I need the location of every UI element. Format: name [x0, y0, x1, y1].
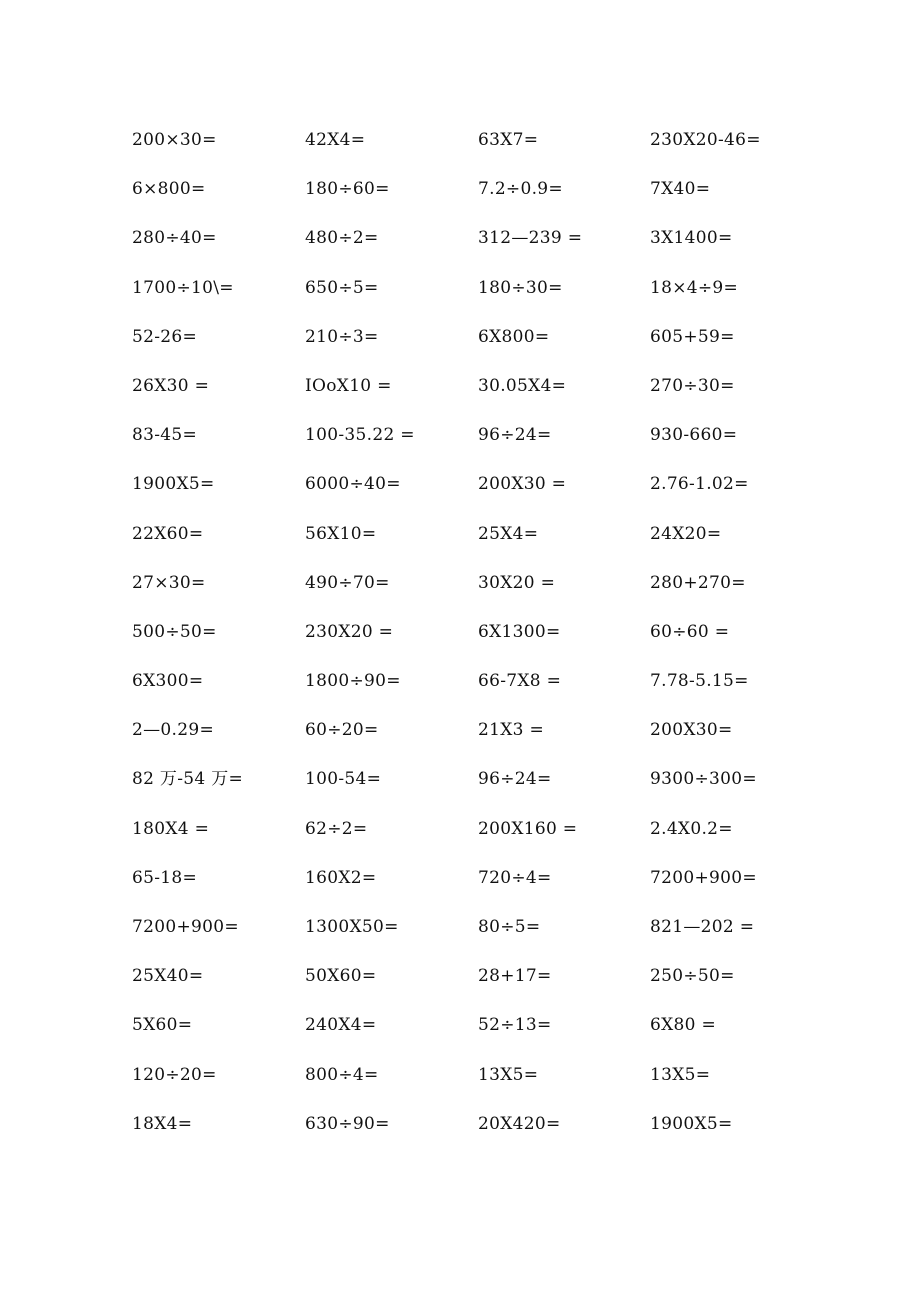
- math-problem: 24X20=: [650, 523, 722, 544]
- math-problem: 7200+900=: [650, 867, 757, 888]
- math-problem: 9300÷300=: [650, 769, 757, 790]
- math-problem: 63X7=: [478, 130, 539, 150]
- math-problem: 80÷5=: [478, 917, 541, 937]
- math-problem: 1300X50=: [305, 917, 399, 937]
- math-problem: 60÷20=: [305, 720, 379, 741]
- math-problem: 480÷2=: [305, 228, 379, 249]
- math-problem: 200×30=: [132, 130, 217, 150]
- math-problem: 230X20-46=: [650, 130, 761, 150]
- math-problem: 1900X5=: [650, 1113, 733, 1134]
- math-problem: 25X4=: [478, 523, 539, 544]
- math-problem: 230X20 =: [305, 621, 394, 642]
- math-problem: 3X1400=: [650, 228, 733, 249]
- math-problem: 30.05X4=: [478, 375, 567, 396]
- math-problem: 500÷50=: [132, 621, 217, 642]
- math-problem: 30X20 =: [478, 572, 556, 593]
- problem-row: [132, 1112, 832, 1152]
- math-problem: 56X10=: [305, 523, 377, 544]
- problem-row: [132, 177, 832, 226]
- problem-row: [132, 571, 832, 620]
- math-problem: 180÷30=: [478, 277, 563, 298]
- math-problem: 2—0.29=: [132, 720, 215, 741]
- problem-row: [132, 817, 832, 866]
- problem-row: [132, 325, 832, 374]
- math-problem: 6×800=: [132, 179, 206, 200]
- math-problem: 6X800=: [478, 326, 550, 347]
- math-problem: 720÷4=: [478, 867, 552, 888]
- math-problem: 240X4=: [305, 1015, 377, 1036]
- math-problem: 180÷60=: [305, 179, 390, 200]
- problem-row: [132, 915, 832, 964]
- problem-row: [132, 128, 832, 177]
- math-problem: 96÷24=: [478, 769, 552, 790]
- math-problem: 22X60=: [132, 523, 204, 544]
- math-problem: 650÷5=: [305, 277, 379, 298]
- math-problem: 7.2÷0.9=: [478, 179, 563, 200]
- math-problem: 65-18=: [132, 867, 198, 888]
- math-problem: 6X1300=: [478, 621, 561, 642]
- math-problem: 312—239 =: [478, 228, 583, 249]
- math-problem: 5X60=: [132, 1015, 193, 1036]
- math-problem: IOoX10 =: [305, 375, 392, 396]
- math-problem: 50X60=: [305, 966, 377, 987]
- math-problem: 280+270=: [650, 572, 746, 593]
- math-problem: 210÷3=: [305, 326, 379, 347]
- math-problem: 83-45=: [132, 425, 198, 446]
- math-problem: 6X300=: [132, 671, 204, 692]
- math-problem: 18×4÷9=: [650, 277, 739, 298]
- math-problem: 605+59=: [650, 326, 735, 347]
- math-problem: 52÷13=: [478, 1015, 552, 1036]
- math-problem: 2.76-1.02=: [650, 474, 749, 495]
- math-problem: 82 万-54 万=: [132, 769, 244, 790]
- math-problem: 20X420=: [478, 1113, 561, 1134]
- math-problem: 42X4=: [305, 130, 366, 150]
- math-problem: 21X3 =: [478, 720, 544, 741]
- problem-row: [132, 1063, 832, 1112]
- math-problem: 96÷24=: [478, 425, 552, 446]
- problem-row: [132, 767, 832, 816]
- math-problem: 13X5=: [478, 1064, 539, 1085]
- math-problem: 100-54=: [305, 769, 382, 790]
- math-problem: 180X4 =: [132, 818, 210, 839]
- problem-row: [132, 718, 832, 767]
- math-problem: 26X30 =: [132, 375, 210, 396]
- problem-row: [132, 620, 832, 669]
- math-problem: 120÷20=: [132, 1064, 217, 1085]
- math-problem: 52-26=: [132, 326, 198, 347]
- problem-row: [132, 669, 832, 718]
- arithmetic-problem-grid: [132, 128, 832, 1152]
- math-problem: 6X80 =: [650, 1015, 716, 1036]
- math-problem: 18X4=: [132, 1113, 193, 1134]
- problem-row: [132, 866, 832, 915]
- math-problem: 1700÷10\=: [132, 277, 234, 298]
- problem-row: [132, 472, 832, 521]
- math-problem: 200X160 =: [478, 818, 578, 839]
- math-problem: 1800÷90=: [305, 671, 401, 692]
- problem-row: [132, 964, 832, 1013]
- math-problem: 25X40=: [132, 966, 204, 987]
- math-problem: 13X5=: [650, 1064, 711, 1085]
- math-problem: 250÷50=: [650, 966, 735, 987]
- math-problem: 2.4X0.2=: [650, 818, 733, 839]
- math-problem: 280÷40=: [132, 228, 217, 249]
- math-problem: 7X40=: [650, 179, 711, 200]
- math-problem: 821—202 =: [650, 917, 755, 937]
- math-problem: 1900X5=: [132, 474, 215, 495]
- math-problem: 27×30=: [132, 572, 206, 593]
- problem-row: [132, 374, 832, 423]
- math-problem: 630÷90=: [305, 1113, 390, 1134]
- problem-row: [132, 522, 832, 571]
- math-problem: 200X30 =: [478, 474, 567, 495]
- math-problem: 66-7X8 =: [478, 671, 562, 692]
- math-problem: 490÷70=: [305, 572, 390, 593]
- math-problem: 200X30=: [650, 720, 733, 741]
- math-problem: 6000÷40=: [305, 474, 401, 495]
- problem-row: [132, 276, 832, 325]
- problem-row: [132, 423, 832, 472]
- problem-row: [132, 1013, 832, 1062]
- math-problem: 62÷2=: [305, 818, 368, 839]
- math-problem: 100-35.22 =: [305, 425, 415, 446]
- math-problem: 28+17=: [478, 966, 552, 987]
- math-problem: 160X2=: [305, 867, 377, 888]
- math-problem: 930-660=: [650, 425, 738, 446]
- math-problem: 7200+900=: [132, 917, 239, 937]
- math-problem: 800÷4=: [305, 1064, 379, 1085]
- problem-row: [132, 226, 832, 275]
- math-problem: 7.78-5.15=: [650, 671, 749, 692]
- math-problem: 270÷30=: [650, 375, 735, 396]
- math-problem: 60÷60 =: [650, 621, 730, 642]
